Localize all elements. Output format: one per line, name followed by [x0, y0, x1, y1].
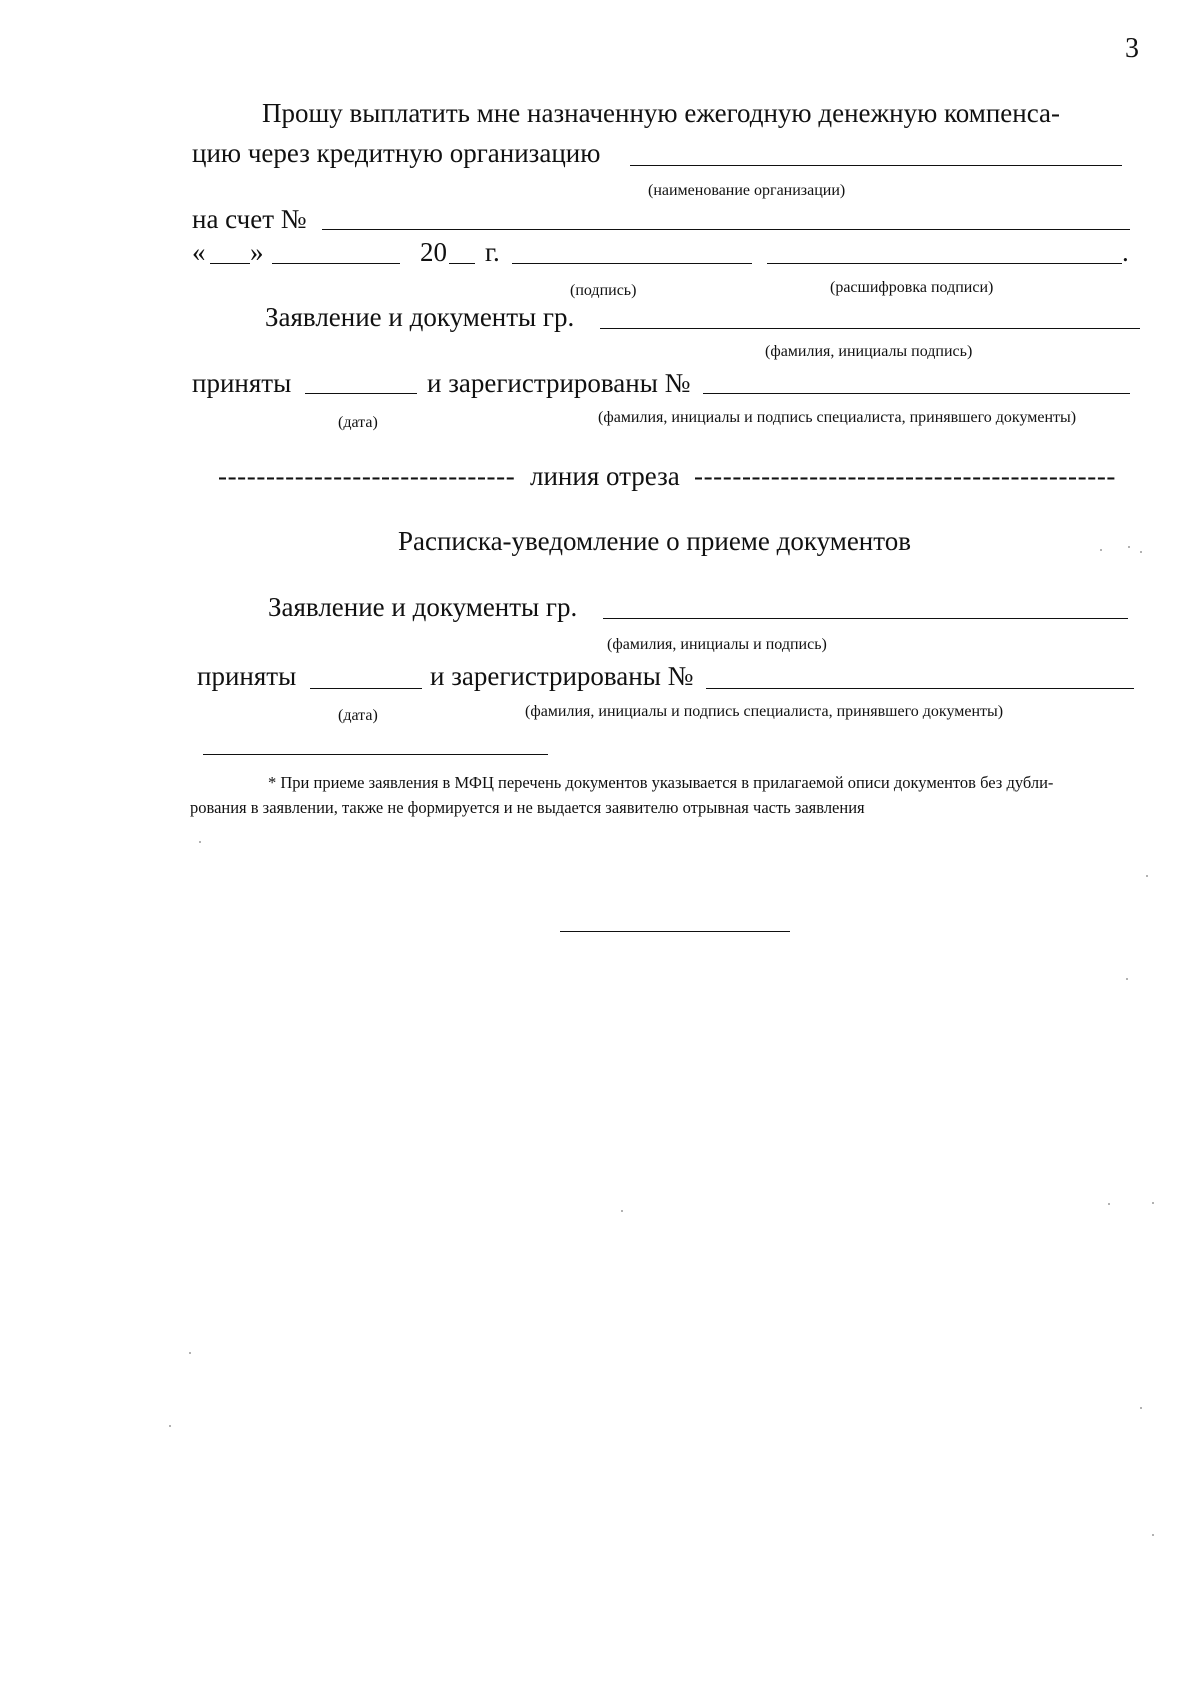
end-period: .	[1122, 237, 1129, 267]
account-number-field-line[interactable]	[322, 229, 1130, 230]
footnote-line2: рования в заявлении, также не формируется и не выдается заявителю отрывная часть заявления	[190, 798, 865, 817]
receipt-accepted-date-field-line[interactable]	[310, 688, 422, 689]
specialist-caption: (фамилия, инициалы и подпись специалиста, принявшего документы)	[598, 409, 1077, 426]
scan-speck	[1108, 1203, 1110, 1205]
scan-speck	[1128, 546, 1130, 548]
footnote-separator	[203, 754, 548, 755]
signature-decode-caption: (расшифровка подписи)	[830, 279, 994, 296]
receipt-docs-label: Заявление и документы гр.	[268, 592, 578, 622]
signature-caption: (подпись)	[570, 282, 637, 299]
date-open-quote: «	[192, 237, 206, 267]
scan-speck	[1100, 549, 1102, 551]
receipt-registered-label: и зарегистрированы №	[430, 661, 694, 691]
signature-field-line[interactable]	[512, 263, 752, 264]
cut-line-left-dashes: -------------------------------	[218, 461, 516, 491]
year-prefix: 20	[420, 237, 447, 267]
accepted-label: приняты	[192, 368, 292, 398]
scan-speck	[189, 1352, 191, 1354]
scan-speck	[621, 1210, 623, 1212]
year-suffix: г.	[485, 237, 500, 267]
request-text-line2: цию через кредитную организацию	[192, 138, 601, 168]
day-field-line[interactable]	[210, 263, 250, 264]
citizen-caption: (фамилия, инициалы подпись)	[765, 343, 973, 360]
receipt-title: Расписка-уведомление о приеме документов	[398, 526, 911, 556]
citizen-name-field-line[interactable]	[600, 328, 1140, 329]
footnote-line1: * При приеме заявления в МФЦ перечень документов указывается в прилагаемой описи документов без дубли-	[268, 773, 1054, 792]
organization-field-line[interactable]	[630, 165, 1122, 166]
date-caption: (дата)	[338, 414, 378, 431]
receipt-citizen-caption: (фамилия, инициалы и подпись)	[607, 636, 827, 653]
signature-decode-field-line[interactable]	[767, 263, 1122, 264]
scan-speck	[1140, 551, 1142, 553]
scan-speck	[1126, 978, 1128, 980]
cut-line-label: линия отреза	[530, 461, 680, 491]
registered-label: и зарегистрированы №	[427, 368, 691, 398]
receipt-specialist-caption: (фамилия, инициалы и подпись специалиста, принявшего документы)	[525, 703, 1004, 720]
accepted-date-field-line[interactable]	[305, 393, 417, 394]
organization-caption: (наименование организации)	[648, 182, 846, 199]
scan-speck	[199, 841, 201, 843]
scan-speck	[169, 1425, 171, 1427]
receipt-citizen-name-field-line[interactable]	[603, 618, 1128, 619]
closing-rule	[560, 931, 790, 932]
request-text-line1: Прошу выплатить мне назначенную ежегодную денежную компенса-	[262, 98, 1061, 128]
receipt-date-caption: (дата)	[338, 707, 378, 724]
month-field-line[interactable]	[272, 263, 400, 264]
cut-line-right-dashes: --------------------------------------------	[694, 461, 1117, 491]
scan-speck	[1152, 1202, 1154, 1204]
scan-speck	[1140, 1407, 1142, 1409]
page-number: 3	[1125, 33, 1139, 64]
scan-speck	[1146, 875, 1148, 877]
registration-number-field-line[interactable]	[703, 393, 1130, 394]
account-label: на счет №	[192, 204, 307, 234]
year-field-line[interactable]	[449, 263, 475, 264]
receipt-accepted-label: приняты	[197, 661, 297, 691]
date-close-quote: »	[250, 237, 264, 267]
docs-received-label: Заявление и документы гр.	[265, 302, 575, 332]
receipt-registration-number-field-line[interactable]	[706, 688, 1134, 689]
scan-speck	[1152, 1534, 1154, 1536]
